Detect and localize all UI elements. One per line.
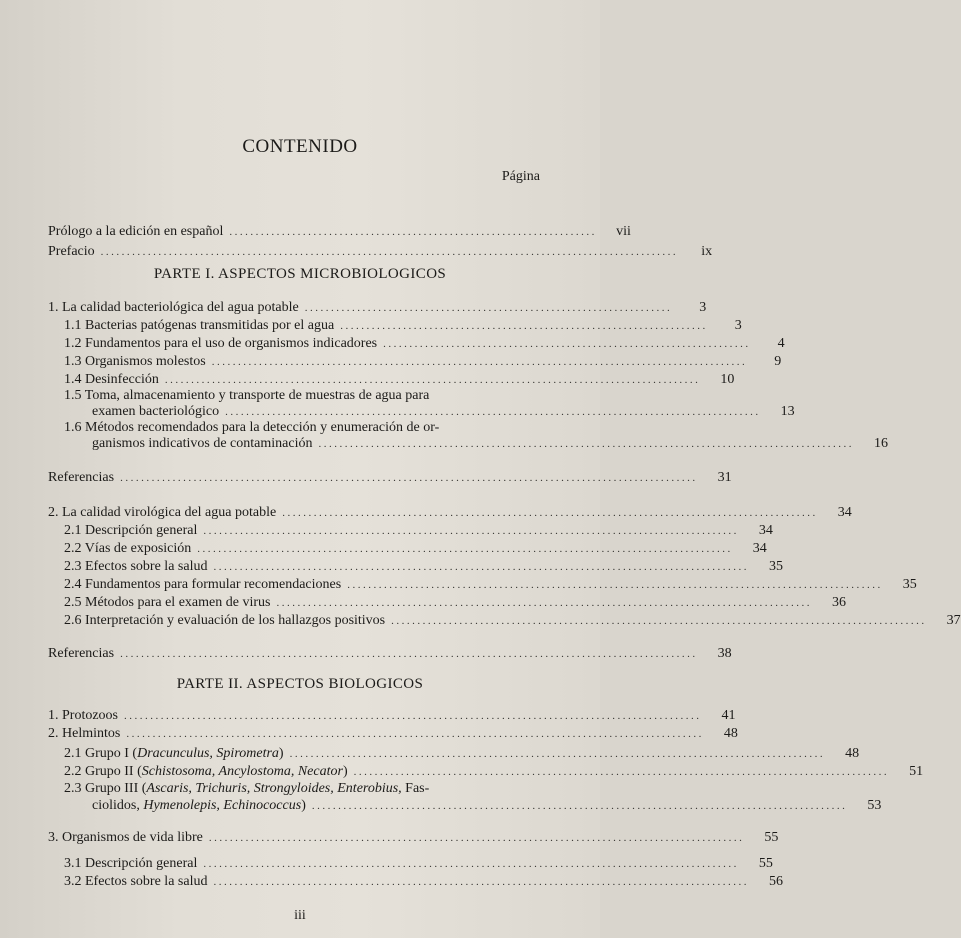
toc-entry: 1.5 Toma, almacenamiento y transporte de muestras de agua para — [64, 388, 430, 403]
toc-entry: 2.4 Fundamentos para formular recomendaciones ...................................................................................................... 35 — [64, 575, 546, 594]
leader-dots: ...................................................................................................... — [276, 597, 812, 609]
toc-entry: 1.1 Bacterias patógenas transmitidas por el agua ...................................................................... 3 — [64, 316, 546, 335]
toc-entry-continuation: ganismos indicativos de contaminación ...................................................................................................... 16 — [92, 434, 546, 453]
leader-dots: ...................................................................................................... — [318, 438, 854, 450]
leader-dots: .............................................................................................................. — [120, 648, 698, 660]
toc-chapter-helmintos: 2. Helmintos .............................................................................................................. 48 — [48, 724, 546, 743]
toc-entry-prefacio: Prefacio .............................................................................................................. ix — [48, 242, 546, 261]
toc-entry-grupo-2: 2.2 Grupo II (Schistosoma, Ancylostoma, Necator) ...................................................................................................... 51 — [64, 762, 546, 781]
toc-entry-grupo-3: 2.3 Grupo III (Ascaris, Trichuris, Strongyloides, Enterobius, Fas- — [64, 781, 430, 796]
part-1-heading: PARTE I. ASPECTOS MICROBIOLOGICOS — [153, 266, 447, 282]
page-number: iii — [294, 908, 306, 923]
toc-entry: 1.6 Métodos recomendados para la detección y enumeración de or- — [64, 420, 440, 435]
toc-entry: 2.3 Efectos sobre la salud ...................................................................................................... 35 — [64, 557, 546, 576]
leader-dots: ...................................................................................................... — [208, 832, 745, 844]
leader-dots: ...................................................................................................... — [353, 766, 890, 778]
toc-chapter-2: 2. La calidad virológica del agua potable ...................................................................................................... 34 — [48, 503, 546, 522]
toc-entry: 1.2 Fundamentos para el uso de organismos indicadores ...................................................................... 4 — [64, 334, 546, 353]
toc-chapter-1: 1. La calidad bacteriológica del agua potable ...................................................................... 3 — [48, 298, 546, 317]
part-2-heading: PARTE II. ASPECTOS BIOLOGICOS — [176, 676, 424, 692]
toc-references-1: Referencias .............................................................................................................. 31 — [48, 468, 546, 487]
leader-dots: ...................................................................... — [229, 226, 597, 238]
leader-dots: ...................................................................................................... — [289, 748, 826, 760]
toc-chapter-organismos: 3. Organismos de vida libre ...................................................................................................... 55 — [48, 828, 546, 847]
leader-dots: .............................................................................................................. — [126, 728, 704, 740]
leader-dots: ...................................................................................................... — [213, 561, 749, 573]
toc-entry: 1.4 Desinfección ...................................................................................................... 10 — [64, 370, 546, 389]
toc-references-2: Referencias .............................................................................................................. 38 — [48, 644, 546, 663]
leader-dots: .............................................................................................................. — [124, 710, 702, 722]
toc-chapter-protozoos: 1. Protozoos .............................................................................................................. 41 — [48, 706, 546, 725]
leader-dots: ...................................................................... — [383, 338, 751, 350]
toc-entry-continuation: examen bacteriológico ...................................................................................................... 13 — [92, 402, 546, 421]
leader-dots: ...................................................................................................... — [391, 615, 927, 627]
leader-dots: ...................................................................................................... — [203, 525, 739, 537]
leader-dots: ...................................................................................................... — [203, 858, 739, 870]
leader-dots: ...................................................................................................... — [225, 406, 761, 418]
toc-entry: 3.2 Efectos sobre la salud ...................................................................................................... 56 — [64, 872, 546, 891]
toc-entry-grupo-1: 2.1 Grupo I (Dracunculus, Spirometra) ...................................................................................................... 48 — [64, 744, 546, 763]
leader-dots: ...................................................................................................... — [211, 356, 748, 368]
toc-entry: 2.1 Descripción general ...................................................................................................... 34 — [64, 521, 546, 540]
page-title: CONTENIDO — [242, 136, 358, 157]
leader-dots: ...................................................................................................... — [197, 543, 733, 555]
leader-dots: ...................................................................... — [340, 320, 708, 332]
toc-entry: 2.5 Métodos para el examen de virus ...................................................................................................... 36 — [64, 593, 546, 612]
leader-dots: ...................................................................................................... — [213, 876, 749, 888]
toc-entry: 1.3 Organismos molestos ...................................................................................................... 9 — [64, 352, 546, 371]
toc-entry-prologo: Prólogo a la edición en español ...................................................................... vii — [48, 222, 546, 241]
toc-entry-continuation: ciolidos, Hymenolepis, Echinococcus) ...................................................................................................... 53 — [92, 796, 546, 815]
leader-dots: .............................................................................................................. — [100, 246, 679, 258]
page-column-label: Página — [501, 169, 540, 184]
leader-dots: ...................................................................................................... — [164, 374, 701, 386]
toc-entry: 3.1 Descripción general ...................................................................................................... 55 — [64, 854, 546, 873]
toc-entry: 2.6 Interpretación y evaluación de los hallazgos positivos ...................................................................................................... 37 — [64, 611, 546, 630]
leader-dots: ...................................................................................................... — [282, 507, 818, 519]
leader-dots: ...................................................................... — [304, 302, 673, 314]
leader-dots: ...................................................................................................... — [311, 800, 848, 812]
toc-entry: 2.2 Vías de exposición ...................................................................................................... 34 — [64, 539, 546, 558]
leader-dots: ...................................................................................................... — [347, 579, 883, 591]
leader-dots: .............................................................................................................. — [120, 472, 698, 484]
